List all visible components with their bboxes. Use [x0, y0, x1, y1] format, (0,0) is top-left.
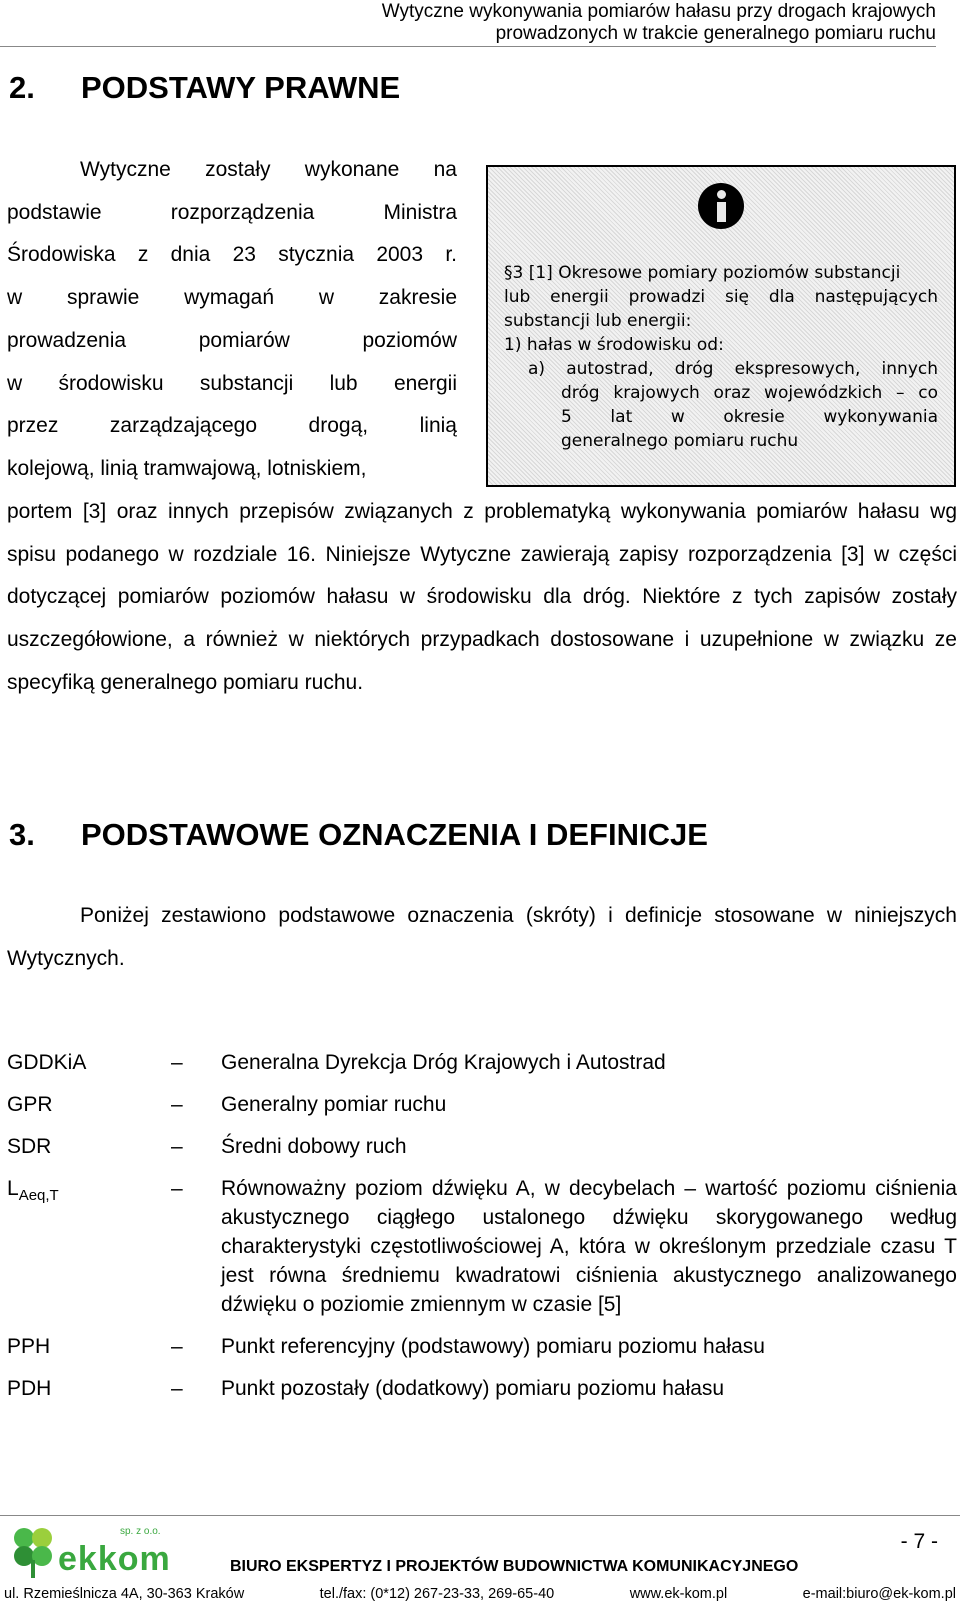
definition-abbr: $L_{Aeq,T}$	[7, 1177, 59, 1205]
section-3-intro: Poniżej zestawiono podstawowe oznaczenia (skróty) i definicje stosowane w niniejszych Wytycznych.	[7, 904, 957, 970]
definition-row	[7, 1174, 957, 1319]
text-line: Środowiska z dnia 23 stycznia 2003 r.	[7, 243, 457, 267]
section-2-title: PODSTAWY PRAWNE	[81, 70, 401, 105]
legal-excerpt-text	[504, 261, 938, 453]
text-line: w środowisku substancji lub energii	[7, 371, 457, 395]
footer-phone: tel./fax: (0*12) 267-23-33, 269-65-40	[319, 1586, 555, 1602]
definition-row	[7, 1090, 957, 1119]
definition-desc: Punkt pozostały (dodatkowy) pomiaru poziomu hałasu	[221, 1377, 725, 1400]
excerpt-line: generalnego pomiaru ruchu	[561, 431, 799, 451]
footer-address: ul. Rzemieślnicza 4A, 30-363 Kraków	[4, 1586, 245, 1602]
excerpt-line: substancji lub energii:	[504, 311, 692, 331]
definition-desc: Punkt referencyjny (podstawowy) pomiaru poziomu hałasu	[221, 1335, 765, 1358]
section-2-number: 2.	[9, 70, 35, 105]
section-3-heading	[9, 817, 708, 853]
definition-abbr: GPR	[7, 1093, 53, 1116]
section-3-title: PODSTAWOWE OZNACZENIA I DEFINICJE	[81, 817, 708, 852]
definition-row	[7, 1332, 957, 1361]
definition-dash: –	[171, 1093, 183, 1116]
logo-subtext: sp. z o.o.	[120, 1526, 161, 1537]
header-divider	[0, 46, 936, 47]
definition-desc: Generalny pomiar ruchu	[221, 1093, 447, 1116]
info-icon	[698, 183, 744, 229]
page-number: - 7 -	[900, 1530, 938, 1553]
footer-email[interactable]: e-mail:biuro@ek-kom.pl	[802, 1586, 956, 1602]
text-line: Wytyczne zostały wykonane na	[80, 158, 457, 181]
logo-wordmark: ekkom	[58, 1540, 171, 1578]
legal-excerpt-box	[486, 165, 956, 487]
excerpt-line: 1) hałas w środowisku od:	[504, 335, 724, 355]
definition-dash: –	[171, 1135, 183, 1158]
section-2-heading	[9, 70, 400, 106]
excerpt-line: lub energii prowadzi się dla następujących	[504, 287, 938, 307]
excerpt-line: §3 [1] Okresowe pomiary poziomów substancji	[504, 263, 901, 283]
section-3-number: 3.	[9, 817, 35, 852]
text-line: kolejową, linią tramwajową, lotniskiem,	[7, 456, 367, 480]
running-header-line1: Wytyczne wykonywania pomiarów hałasu przy drogach krajowych	[381, 1, 936, 22]
definition-desc: Generalna Dyrekcja Dróg Krajowych i Autostrad	[221, 1051, 666, 1074]
definition-row	[7, 1132, 957, 1161]
definition-abbr: GDDKiA	[7, 1051, 87, 1074]
definition-desc: Średni dobowy ruch	[221, 1135, 407, 1158]
definition-abbr: SDR	[7, 1135, 52, 1158]
company-name: BIURO EKSPERTYZ I PROJEKTÓW BUDOWNICTWA KOMUNIKACYJNEGO	[230, 1558, 799, 1575]
running-header-line2: prowadzonych w trakcie generalnego pomiaru ruchu	[495, 23, 936, 44]
text-line: w sprawie wymagań w zakresie	[7, 286, 457, 310]
definition-dash: –	[171, 1377, 183, 1400]
definition-dash: –	[171, 1335, 183, 1358]
section-2-narrow-text	[7, 149, 457, 491]
definition-row	[7, 1048, 957, 1077]
footer-website[interactable]: www.ek-kom.pl	[629, 1586, 728, 1602]
excerpt-line: a) autostrad, dróg ekspresowych, innych	[528, 359, 938, 379]
definition-abbr: PDH	[7, 1377, 52, 1400]
footer-contact	[4, 1586, 956, 1602]
definition-row	[7, 1374, 957, 1403]
definition-desc: Równoważny poziom dźwięku A, w decybelach – wartość poziomu ciśnienia akustycznego ciągłego ustalonego dźwięku skorygowanego według charakterystyki częstotliwościowej A, która w określonym przedziale czasu T jest równa średniemu kwadratowi ciśnienia akustycznego analizowanego dźwięku o poziomie zmiennym w czasie [5]	[221, 1177, 957, 1316]
text-line: przez zarządzającego drogą, linią	[7, 414, 457, 438]
definition-abbr: PPH	[7, 1335, 51, 1358]
section-2-body-text: portem [3] oraz innych przepisów związanych z problematyką wykonywania pomiarów hałasu wg spisu podanego w rozdziale 16. Niniejsze Wytyczne zawierają zapisy rozporządzenia [3] w części dotyczącej pomiarów poziomów hałasu w środowisku dla dróg. Niektóre z tych zapisów zostały uszczegółowione, a również w niektórych przypadkach dostosowane i uzupełnione w związku ze specyfiką generalnego pomiaru ruchu.	[7, 500, 957, 694]
definition-abbr-subscript: Aeq,T	[18, 1187, 59, 1205]
company-logo	[8, 1524, 178, 1584]
definition-dash: –	[171, 1177, 183, 1200]
excerpt-line: dróg krajowych oraz wojewódzkich – co	[561, 383, 938, 403]
text-line: prowadzenia pomiarów poziomów	[7, 328, 457, 352]
definitions-list	[7, 1048, 957, 1416]
definition-dash: –	[171, 1051, 183, 1074]
excerpt-line: 5 lat w okresie wykonywania	[561, 407, 938, 427]
text-line: podstawie rozporządzenia Ministra	[7, 200, 457, 224]
footer-divider	[0, 1515, 960, 1516]
